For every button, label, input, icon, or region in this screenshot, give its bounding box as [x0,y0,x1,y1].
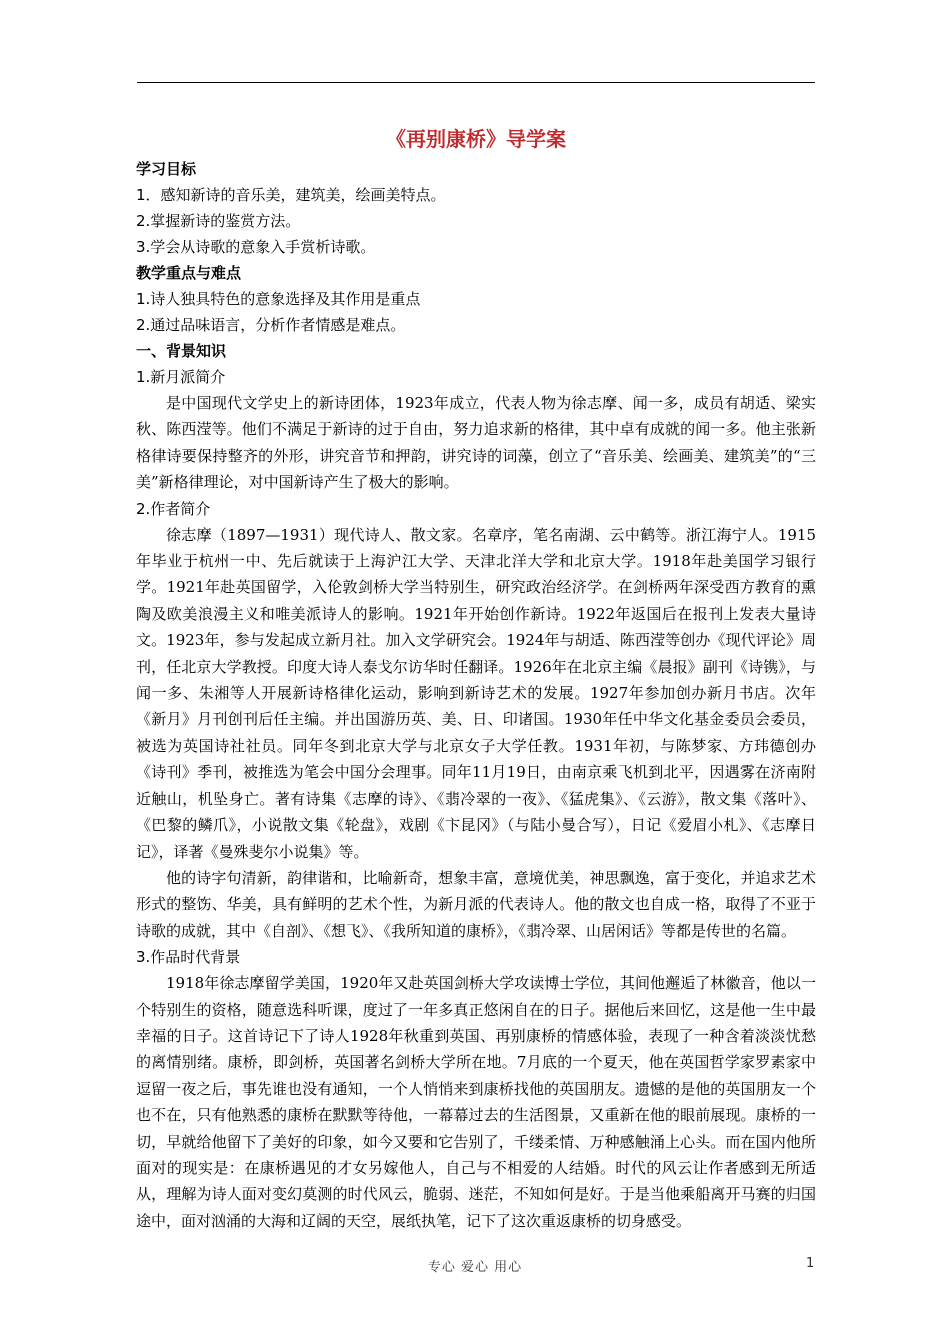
header-rule [137,82,815,83]
background-heading: 一、背景知识 [136,342,227,360]
paragraph-author-bio: 徐志摩（1897—1931）现代诗人、散文家。名章序，笔名南湖、云中鹤等。浙江海宁人。1915年毕业于杭州一中、先后就读于上海沪江大学、天津北洋大学和北京大学。1918年赴美国学习银行学。1921年赴英国留学，入伦敦剑桥大学当特别生，研究政治经济学。在剑桥两年深受西方教育的熏陶及欧美浪漫主义和唯美派诗人的影响。1921年开始创作新诗。1922年返国后在报刊上发表大量诗文。1923年，参与发起成立新月社。加入文学研究会。1924年与胡适、陈西滢等创办《现代评论》周刊，任北京大学教授。印度大诗人泰戈尔访华时任翻译。1926年在北京主编《晨报》副刊《诗镌》，与闻一多、朱湘等人开展新诗格律化运动，影响到新诗艺术的发展。1927年参加创办新月书店。次年《新月》月刊创刊后任主编。并出国游历英、美、日、印诸国。1930年任中华文化基金委员会委员，被选为英国诗社社员。同年冬到北京大学与北京女子大学任教。1931年初，与陈梦家、方玮德创办《诗刊》季刊，被推选为笔会中国分会理事。同年11月19日，由南京乘飞机到北平，因遇雾在济南附近触山，机坠身亡。著有诗集《志摩的诗》、《翡冷翠的一夜》、《猛虎集》、《云游》，散文集《落叶》、《巴黎的鳞爪》，小说散文集《轮盘》，戏剧《卞昆冈》（与陆小曼合写），日记《爱眉小札》、《志摩日记》，译著《曼殊斐尔小说集》等。 [136,525,816,861]
document-body [136,122,816,1234]
paragraph-author-style: 他的诗字句清新，韵律谐和，比喻新奇，想象丰富，意境优美，神思飘逸，富于变化，并追求艺术形式的整饬、华美，具有鲜明的艺术个性，为新月派的代表诗人。他的散文也自成一格，取得了不亚于诗歌的成就，其中《自剖》、《想飞》、《我所知道的康桥》，《翡冷翠、山居闲话》等都是传世的名篇。 [136,868,816,940]
paragraph-era-background: 1918年徐志摩留学美国，1920年又赴英国剑桥大学攻读博士学位，其间他邂逅了林徽音，他以一个特别生的资格，随意选科听课，度过了一年多真正悠闲自在的日子。据他后来回忆，这是他一生中最幸福的日子。这首诗记下了诗人1928年秋重到英国、再别康桥的情感体验，表现了一种含着淡淡忧愁的离情别绪。康桥，即剑桥，英国著名剑桥大学所在地。7月底的一个夏天，他在英国哲学家罗素家中逗留一夜之后，事先谁也没有通知，一个人悄悄来到康桥找他的英国朋友。遗憾的是他的英国朋友一个也不在，只有他熟悉的康桥在默默等待他，一幕幕过去的生活图景，又重新在他的眼前展现。康桥的一切，早就给他留下了美好的印象，如今又要和它告别了，千缕柔情、万种感触涌上心头。而在国内他所面对的现实是：在康桥遇见的才女另嫁他人，自己与不相爱的人结婚。时代的风云让作者感到无所适从，理解为诗人面对变幻莫测的时代风云，脆弱、迷茫，不知如何是好。于是当他乘船离开马赛的归国途中，面对汹涌的大海和辽阔的天空，展纸执笔，记下了这次重返康桥的切身感受。 [136,974,816,1230]
focus-heading: 教学重点与难点 [136,264,242,282]
section-title-background: 3.作品时代背景 [136,948,241,967]
focus-item: 2.通过品味语言，分析作者情感是难点。 [136,316,406,334]
document-title: 《再别康桥》导学案 [386,127,566,151]
footer-motto: 专心 爱心 用心 [427,1260,523,1275]
goal-item: 1．感知新诗的音乐美，建筑美，绘画美特点。 [136,186,446,204]
focus-item: 1.诗人独具特色的意象选择及其作用是重点 [136,290,421,308]
page-number: 1 [806,1256,815,1271]
paragraph-crescent-school: 是中国现代文学史上的新诗团体，1923年成立，代表人物为徐志摩、闻一多，成员有胡适、梁实秋、陈西滢等。他们不满足于新诗的过于自由，努力追求新的格律，其中卓有成就的闻一多。他主张新格律诗要保持整齐的外形，讲究音节和押韵，讲究诗的词藻，创立了“音乐美、绘画美、建筑美”的“三美”新格律理论，对中国新诗产生了极大的影响。 [136,394,816,492]
section-title-author: 2.作者简介 [136,499,211,518]
goal-item: 3.学会从诗歌的意象入手赏析诗歌。 [136,238,376,256]
section-title-crescent-school: 1.新月派简介 [136,368,226,386]
goals-heading: 学习目标 [136,160,197,178]
goal-item: 2.掌握新诗的鉴赏方法。 [136,212,301,230]
